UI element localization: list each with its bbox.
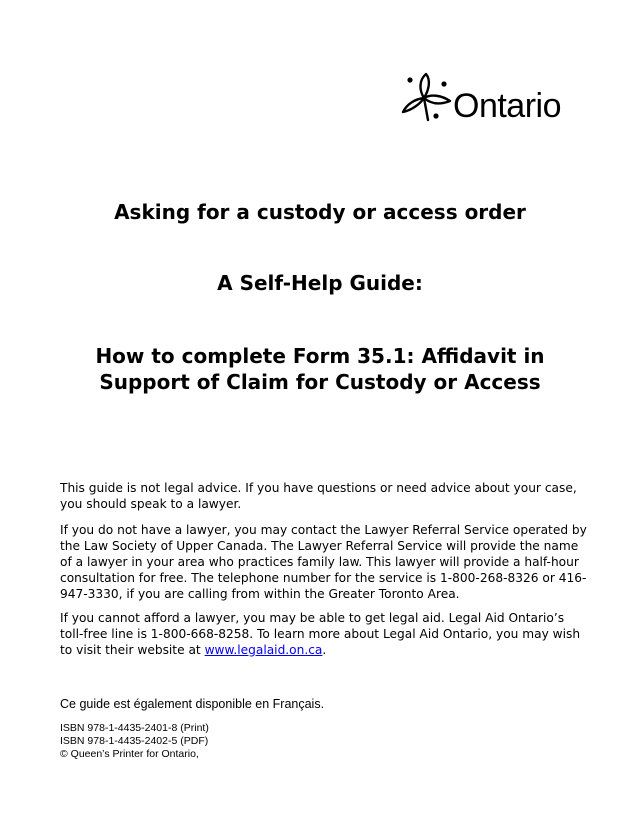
form-title-line-1: How to complete Form 35.1: Affidavit in — [95, 344, 545, 368]
document-title: Asking for a custody or access order — [114, 200, 526, 224]
trillium-icon — [398, 68, 454, 126]
lawyer-referral-paragraph: If you do not have a lawyer, you may contact the Lawyer Referral Service operated by the Law Society of Upper Canada. The Lawyer Referral Service will provide the name of a lawyer in your area who practices family law. This lawyer will provide a half-hour consultation for free. The telephone number for the service is 1-800-268-8326 or 416-947-3330, if you are calling from within the Greater Toronto Area. — [60, 523, 587, 601]
guide-subtitle: A Self-Help Guide: — [217, 271, 423, 295]
legal-aid-text: If you cannot afford a lawyer, you may be able to get legal aid. Legal Aid Ontario’s toll-free line is 1-800-668-8258. To learn more about Legal Aid Ontario, you may wish to visit their website at — [60, 611, 581, 657]
french-availability-note: Ce guide est également disponible en Français. — [60, 697, 325, 711]
copyright-notice: © Queen’s Printer for Ontario, — [60, 748, 199, 760]
legal-aid-end: . — [322, 643, 327, 657]
isbn-print: ISBN 978-1-4435-2401-8 (Print) — [60, 722, 209, 734]
isbn-pdf: ISBN 978-1-4435-2402-5 (PDF) — [60, 735, 209, 747]
ontario-logo — [398, 68, 568, 128]
isbn-block — [60, 722, 209, 761]
form-title — [0, 343, 640, 395]
legal-advice-disclaimer: This guide is not legal advice. If you have questions or need advice about your case, you should speak to a lawyer. — [60, 481, 577, 511]
ontario-wordmark: Ontario — [453, 87, 561, 125]
form-title-line-2: Support of Claim for Custody or Access — [99, 370, 541, 394]
legal-aid-website-link[interactable]: www.legalaid.on.ca — [204, 643, 323, 657]
legal-aid-paragraph — [60, 610, 590, 658]
